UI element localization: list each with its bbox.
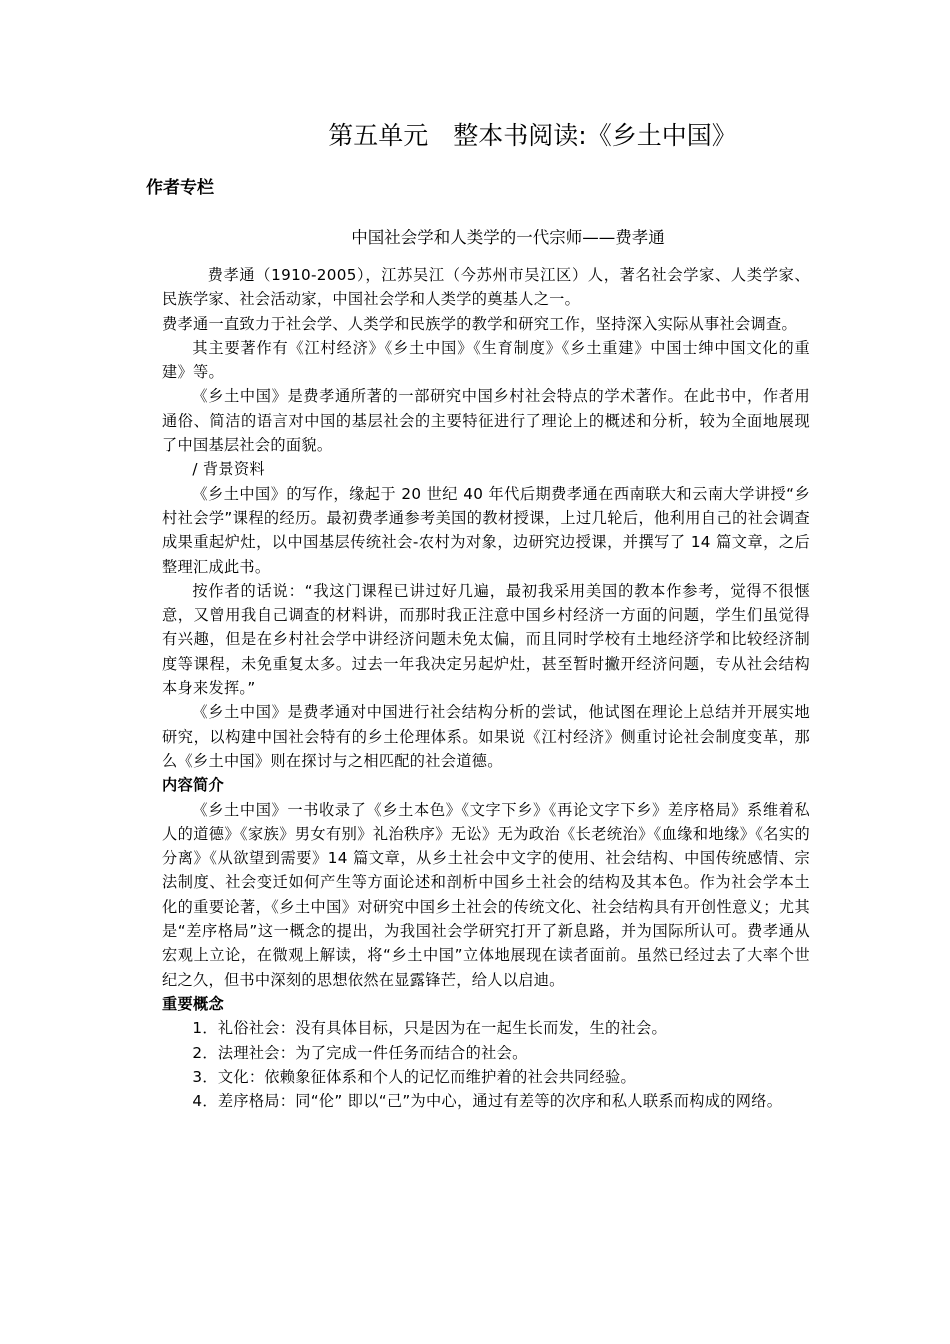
paragraph-book-intro: 《乡土中国》是费孝通所著的一部研究中国乡村社会特点的学术著作。在此书中，作者用通俗、简洁的语言对中国的基层社会的主要特征进行了理论上的概述和分析，较为全面地展现了中国基层社会的面貌。	[162, 387, 810, 455]
paragraph-author-quote: 按作者的话说：“我这门课程已讲过好几遍，最初我采用美国的教本作参考，觉得不很惬意，又曾用我自己调查的材料讲，而那时我正注意中国乡村经济一方面的问题，学生们虽觉得有兴趣，但是在乡村社会学中讲经济问题未免太偏，而且同时学校有土地经济学和比较经济制度等课程，未免重复太多。过去一年我决定另起炉灶，甚至暂时撇开经济问题，专从社会结构本身来发挥。”	[162, 581, 810, 698]
section-heading-summary: 内容简介	[162, 776, 224, 795]
page-title: 第五单元 整本书阅读:《乡土中国》	[328, 121, 737, 150]
concept-item-1: 1．礼俗社会：没有具体目标，只是因为在一起生长而发，生的社会。	[192, 1019, 667, 1038]
concept-item-3: 3．文化：依赖象征体系和个人的记忆而维护着的社会共同经验。	[192, 1067, 637, 1086]
column-title: 作者专栏	[146, 178, 214, 198]
paragraph-author-work: 费孝通一直致力于社会学、人类学和民族学的教学和研究工作，坚持深入实际从事社会调查。	[162, 314, 797, 333]
article-body	[162, 263, 810, 1113]
section-label-background: / 背景资料	[192, 460, 265, 479]
concept-item-2: 2．法理社会：为了完成一件任务而结合的社会。	[192, 1043, 528, 1062]
section-heading-concepts: 重要概念	[162, 994, 224, 1013]
paragraph-background: 《乡土中国》的写作，缘起于 20 世纪 40 年代后期费孝通在西南联大和云南大学讲授“乡村社会学”课程的经历。最初费孝通参考美国的教材授课，上过几轮后，他利用自己的社会调查成果重起炉灶，以中国基层传统社会-农村为对象，边研究边授课，并撰写了 14 篇文章，之后整理汇成此书。	[162, 484, 810, 576]
paragraph-major-works: 其主要著作有《江村经济》《乡土中国》《生育制度》《乡土重建》中国士绅中国文化的重建》等。	[162, 338, 810, 382]
paragraph-content-summary: 《乡土中国》一书收录了《乡土本色》《文字下乡》《再论文字下乡》差序格局》系维着私人的道德》《家族》男女有别》礼治秩序》无讼》无为政治《长老统治》《血缘和地缘》《名实的分离》《从欲望到需要》14 篇文章，从乡土社会中文字的使用、社会结构、中国传统感情、宗法制度、社会变迁如何产生等方面论述和剖析中国乡土社会的结构及其本色。作为社会学本土化的重要论著，《乡土中国》对研究中国乡土社会的传统文化、社会结构具有开创性意义；尤其是“差序格局”这一概念的提出，为我国社会学研究打开了新息路，并为国际所认可。费孝通从宏观上立论，在微观上解读，将“乡土中国”立体地展现在读者面前。虽然已经过去了大率个世纪之久，但书中深刻的思想依然在显露锋芒，给人以启迪。	[162, 800, 810, 989]
concept-item-4: 4．差序格局：同“伦” 即以“己”为中心，通过有差等的次序和私人联系而构成的网络。	[192, 1092, 783, 1111]
article-title: 中国社会学和人类学的一代宗师——费孝通	[351, 228, 665, 247]
paragraph-book-significance: 《乡土中国》是费孝通对中国进行社会结构分析的尝试，他试图在理论上总结并开展实地研究，以构建中国社会特有的乡土伦理体系。如果说《江村经济》侧重讨论社会制度变革，那么《乡土中国》则在探讨与之相匹配的社会道德。	[162, 703, 810, 770]
paragraph-author-intro: 费孝通（1910-2005），江苏吴江（今苏州市吴江区）人，著名社会学家、人类学家、民族学家、社会活动家，中国社会学和人类学的奠基人之一。	[162, 266, 810, 309]
